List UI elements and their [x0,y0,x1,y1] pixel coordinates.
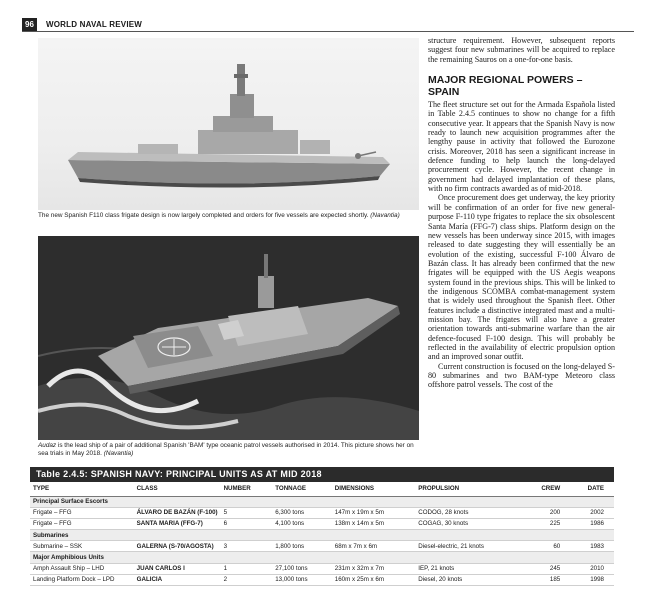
cell-dimensions: 138m x 14m x 5m [332,518,415,529]
cell-propulsion: Diesel, 20 knots [415,574,526,585]
table-row [30,574,614,585]
magazine-title: WORLD NAVAL REVIEW [46,20,143,29]
cell-tonnage: 13,000 tons [272,574,332,585]
principal-units-table [30,467,614,586]
cell-number: 1 [221,563,273,574]
article-paragraph: Once procurement does get underway, the key priority will be confirmation of an order for five new general-purpose F-110 type frigates to replace the six obsolescent Santa María (FFG-7) class ships. Platform design on the new vessels has been underway since 2015, with images released to date suggesting they will essentially be an evolution of the existing, successful F-100 Álvaro de Bazán class. It has already been confirmed that the new frigates will be equipped with the US Aegis weapons system found in the previous ships. This will be linked to the indigenous SCOMBA combat-management system that is widely used throughout the Spanish fleet. Other features include a distinctive integrated mast and a multi-mission bay. The frigates will also have a greater orientation towards anti-submarine warfare than the air defence-focused F-100 design. This will probably be reflected in the availability of electric propulsion option and an improved sonar outfit. [428,193,615,362]
cell-type: Frigate – FFG [30,518,134,529]
cell-class: JUAN CARLOS I [134,563,221,574]
section-heading: MAJOR REGIONAL POWERS – SPAIN [428,74,583,99]
table-title: Table 2.4.5: SPANISH NAVY: PRINCIPAL UNITS AS AT MID 2018 [30,467,614,482]
cell-crew: 60 [526,541,570,552]
cell-tonnage: 6,300 tons [272,507,332,518]
col-header-propulsion: PROPULSION [415,482,526,496]
patrol-vessel-photo [38,236,419,440]
cell-propulsion: IEP, 21 knots [415,563,526,574]
cell-dimensions: 147m x 19m x 5m [332,507,415,518]
table-group-row [30,552,614,563]
group-label: Principal Surface Escorts [30,496,614,507]
cell-tonnage: 27,100 tons [272,563,332,574]
group-label: Major Amphibious Units [30,552,614,563]
table-group-row [30,496,614,507]
cell-type: Frigate – FFG [30,507,134,518]
table-header-row [30,482,614,496]
article-paragraph: Current construction is focused on the long-delayed S-80 submarines and two BAM-type Meteoro class offshore patrol vessels. The cost of the [428,361,615,390]
page-header [22,18,634,32]
article-intro: structure requirement. However, subsequent reports suggest four new submarines will be acquired to replace the remaining Sauros on a one-for-one basis. [428,36,615,64]
cell-propulsion: Diesel-electric, 21 knots [415,541,526,552]
group-label: Submarines [30,530,614,541]
cell-number: 6 [221,518,273,529]
cell-dimensions: 68m x 7m x 6m [332,541,415,552]
caption-text: The new Spanish F110 class frigate design is now largely completed and orders for five vessels are expected shortly. [38,212,369,219]
col-header-number: NUMBER [221,482,273,496]
cell-type: Landing Platform Dock – LPD [30,574,134,585]
cell-type: Amph Assault Ship – LHD [30,563,134,574]
cell-type: Submarine – SSK [30,541,134,552]
cell-tonnage: 1,800 tons [272,541,332,552]
article-column [428,36,615,390]
cell-propulsion: COGAG, 30 knots [415,518,526,529]
cell-crew: 225 [526,518,570,529]
cell-class: GALERNA (S-70/AGOSTA) [134,541,221,552]
caption-text: is the lead ship of a pair of additional Spanish 'BAM' type oceanic patrol vessels authorised in 2014. This picture shows her on sea trials in May 2018. [38,442,414,457]
cell-tonnage: 4,100 tons [272,518,332,529]
cell-dimensions: 160m x 25m x 6m [332,574,415,585]
table-row [30,541,614,552]
frigate-caption [38,212,419,220]
cell-date: 2010 [570,563,614,574]
cell-propulsion: CODOG, 28 knots [415,507,526,518]
cell-number: 2 [221,574,273,585]
cell-dimensions: 231m x 32m x 7m [332,563,415,574]
cell-class: SANTA MARIA (FFG-7) [134,518,221,529]
table-row [30,563,614,574]
col-header-class: CLASS [134,482,221,496]
cell-number: 5 [221,507,273,518]
cell-date: 1986 [570,518,614,529]
caption-credit: (Navantia) [103,450,134,457]
table-row [30,518,614,529]
cell-crew: 185 [526,574,570,585]
ship-name: Audaz [38,442,57,449]
caption-credit: (Navantia) [370,212,400,219]
page-number: 96 [22,18,37,31]
cell-crew: 245 [526,563,570,574]
article-paragraph: The fleet structure set out for the Armada Española listed in Table 2.4.5 continues to show no change for a fifth consecutive year. It appears that the Spanish Navy is now ready to launch new acquisition programmes after the lengthy pause in activity that followed the Eurozone crisis. Moreover, 2018 has seen a significant increase in defence funding to help launch the long-delayed procurement cycle. However, the recent change in government had delayed implantation of these plans, with no firm contracts awarded as of mid-2018. [428,100,615,194]
cell-date: 2002 [570,507,614,518]
col-header-crew: CREW [526,482,570,496]
cell-date: 1998 [570,574,614,585]
frigate-illustration [38,38,419,210]
patrol-vessel-caption [38,442,419,458]
col-header-type: TYPE [30,482,134,496]
units-table [30,482,614,586]
cell-class: GALICIA [134,574,221,585]
frigate-photo [38,38,419,210]
cell-class: ÁLVARO DE BAZÁN (F-100) [134,507,221,518]
table-row [30,507,614,518]
cell-number: 3 [221,541,273,552]
col-header-date: DATE [570,482,614,496]
table-group-row [30,530,614,541]
col-header-dimensions: DIMENSIONS [332,482,415,496]
cell-crew: 200 [526,507,570,518]
col-header-tonnage: TONNAGE [272,482,332,496]
patrol-vessel-illustration [38,236,419,440]
cell-date: 1983 [570,541,614,552]
